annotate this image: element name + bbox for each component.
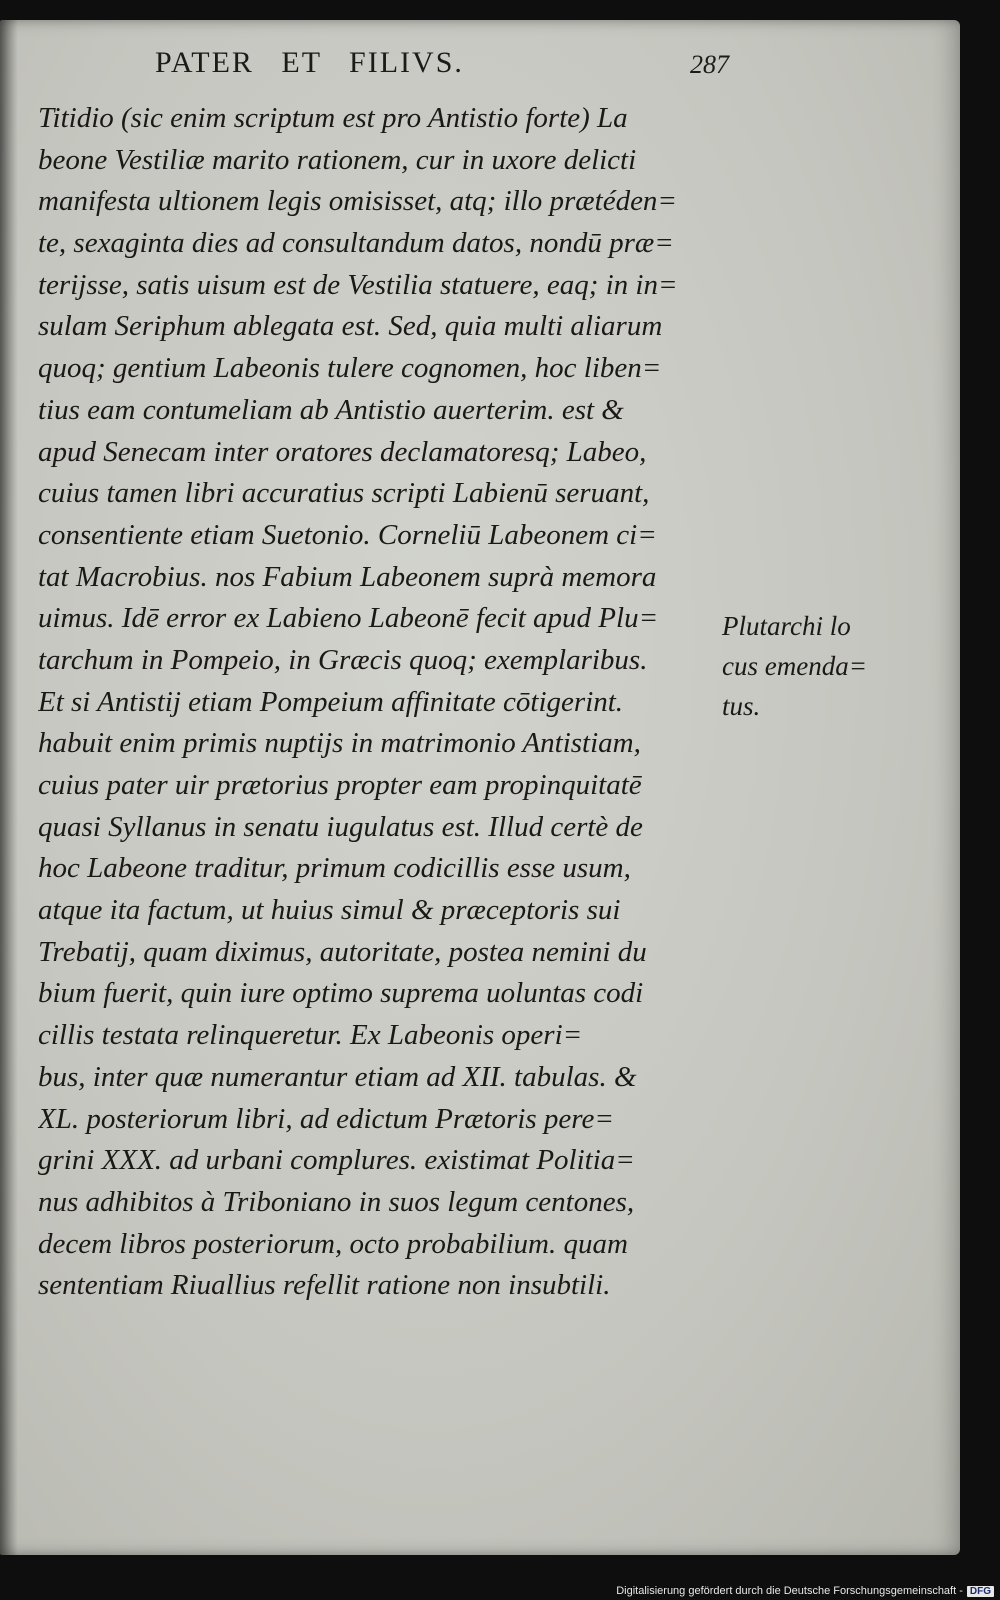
running-title: PATER ET FILIVS. — [155, 46, 464, 79]
text-line: atque ita factum, ut huius simul & præceptoris sui — [38, 894, 621, 927]
text-line: beone Vestiliæ marito rationem, cur in uxore delicti — [38, 143, 637, 176]
text-line: apud Senecam inter oratores declamatoresq; Labeo, — [38, 435, 647, 468]
text-line: tius eam contumeliam ab Antistio auerterim. est & — [38, 393, 624, 426]
marginal-note-line: Plutarchi lo — [722, 611, 851, 641]
text-line: quasi Syllanus in senatu iugulatus est. Illud certè de — [38, 810, 643, 843]
text-line: decem libros posteriorum, octo probabilium. quam — [38, 1227, 628, 1260]
text-line: Et si Antistij etiam Pompeium affinitate cōtigerint. — [38, 685, 624, 718]
text-line: tat Macrobius. nos Fabium Labeonem suprà memora — [38, 560, 657, 593]
text-line: XL. posteriorum libri, ad edictum Prætoris pere= — [38, 1102, 614, 1135]
text-line: sententiam Riuallius refellit ratione non insubtili. — [38, 1269, 611, 1302]
text-line: manifesta ultionem legis omisisset, atq; illo prætéden= — [38, 185, 678, 218]
spine-shadow — [0, 20, 18, 1555]
text-line: te, sexaginta dies ad consultandum datos, nondū præ= — [38, 227, 674, 260]
marginal-note-line: cus emenda= — [722, 651, 867, 681]
text-line: grini XXX. ad urbani complures. existimat Politia= — [38, 1144, 635, 1177]
text-line: hoc Labeone traditur, primum codicillis esse usum, — [38, 852, 631, 885]
marginal-note-line: tus. — [722, 691, 761, 721]
text-line: tarchum in Pompeio, in Græcis quoq; exemplaribus. — [38, 643, 648, 676]
text-line: bium fuerit, quin iure optimo suprema uoluntas codi — [38, 977, 644, 1010]
credit-text: Digitalisierung gefördert durch die Deutsche Forschungsgemeinschaft - — [616, 1585, 963, 1597]
text-line: sulam Seriphum ablegata est. Sed, quia multi aliarum — [38, 310, 663, 343]
text-line: quoq; gentium Labeonis tulere cognomen, hoc liben= — [38, 352, 662, 385]
digitization-credit — [616, 1585, 994, 1597]
page-number: 287 — [690, 50, 729, 79]
text-line: bus, inter quæ numerantur etiam ad XII. tabulas. & — [38, 1060, 637, 1093]
marginal-note — [722, 606, 867, 726]
text-line: Trebatij, quam diximus, autoritate, postea nemini du — [38, 935, 647, 968]
text-line: Titidio (sic enim scriptum est pro Antistio forte) La — [38, 102, 628, 134]
text-line: habuit enim primis nuptijs in matrimonio Antistiam, — [38, 727, 641, 760]
text-line: cillis testata relinqueretur. Ex Labeonis operi= — [38, 1019, 583, 1052]
text-line: cuius pater uir prætorius propter eam propinquitatē — [38, 769, 642, 801]
text-line: consentiente etiam Suetonio. Corneliū Labeonem ci= — [38, 518, 657, 551]
body-text — [38, 98, 728, 1307]
text-line: uimus. Idē error ex Labieno Labeonē fecit apud Plu= — [38, 602, 659, 635]
text-line: cuius tamen libri accuratius scripti Labienū seruant, — [38, 477, 650, 510]
dfg-logo: DFG — [967, 1586, 994, 1597]
text-line: terijsse, satis uisum est de Vestilia statuere, eaq; in in= — [38, 268, 678, 301]
text-line: nus adhibitos à Triboniano in suos legum centones, — [38, 1185, 635, 1218]
